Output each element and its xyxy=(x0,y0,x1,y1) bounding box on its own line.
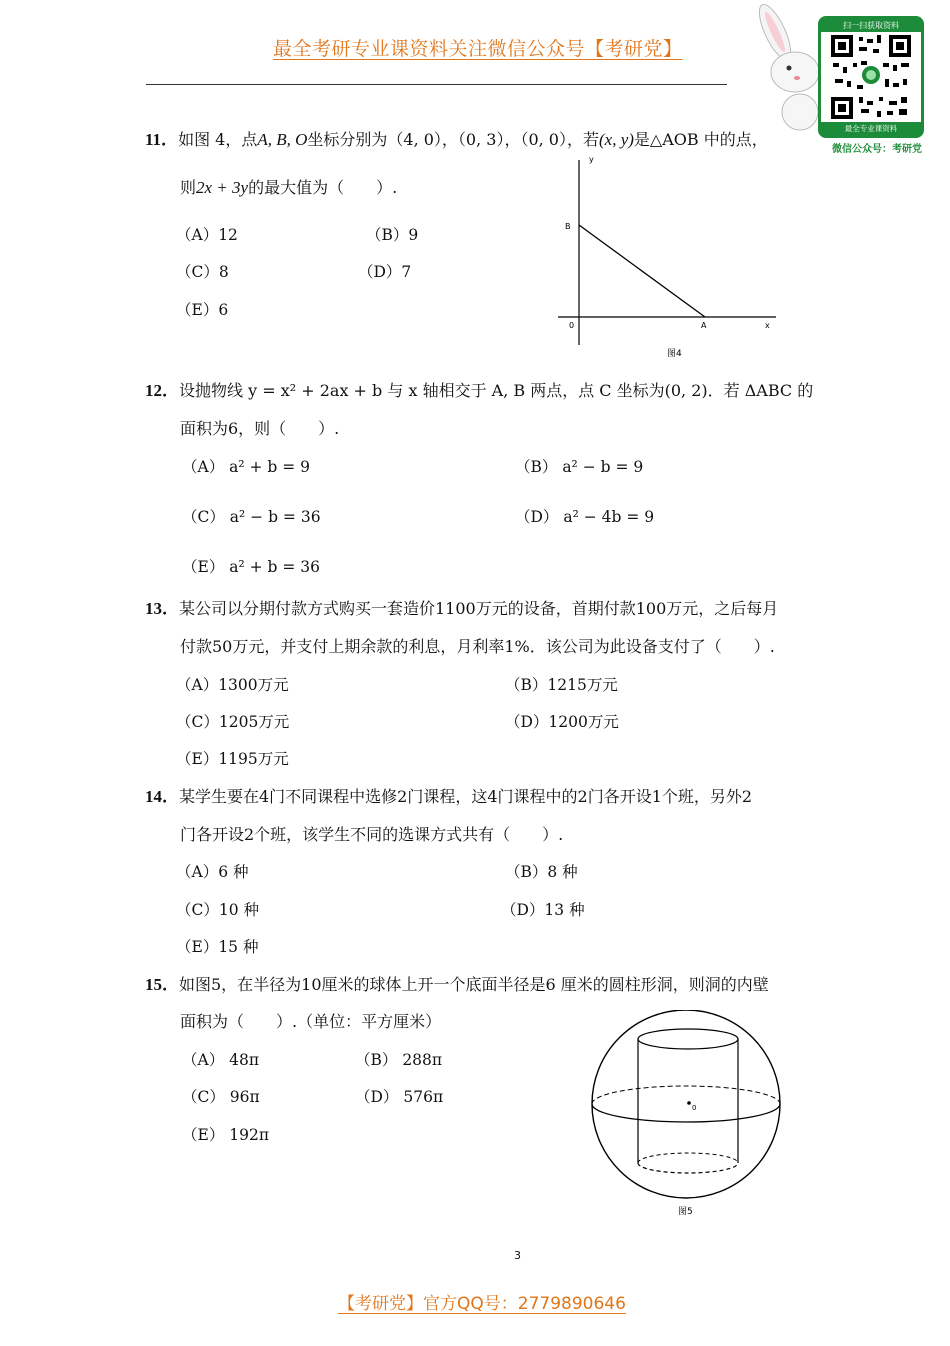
fig4-b-label: B xyxy=(565,222,571,231)
header-rule xyxy=(146,84,727,85)
q15-option-c: （C） 96π xyxy=(182,1088,260,1106)
q13-line1: 13．某公司以分期付款方式购买一套造价1100万元的设备，首期付款100万元，之后每月 xyxy=(145,599,779,618)
q15-option-e: （E） 192π xyxy=(182,1126,270,1144)
q11-option-b: （B）9 xyxy=(366,226,419,244)
footer-text: 【考研党】官方QQ号：2779890646 xyxy=(338,1294,626,1314)
fig5-center-dot xyxy=(687,1101,691,1105)
fig5-equator-front xyxy=(592,1104,780,1122)
qr-caption: 微信公众号：考研党 xyxy=(832,144,922,155)
q14-option-a: （A）6 种 xyxy=(176,863,249,881)
figure4-triangle xyxy=(552,150,782,365)
q13-option-b: （B）1215万元 xyxy=(505,676,618,694)
q13-option-d: （D）1200万元 xyxy=(505,713,619,731)
q14-number: 14． xyxy=(145,787,179,806)
fig5-equator-back xyxy=(592,1086,780,1104)
q15-line1: 15．如图5，在半径为10厘米的球体上开一个底面半径是6 厘米的圆柱形洞，则洞的内壁 xyxy=(145,975,769,994)
qr-bottom-label: 最全专业课资料 xyxy=(821,122,921,135)
q14-line1: 14．某学生要在4门不同课程中选修2门课程，这4门课程中的2门各开设1个班，另外2 xyxy=(145,787,753,806)
q13-option-c: （C）1205万元 xyxy=(176,713,290,731)
fig4-a-label: A xyxy=(701,321,707,330)
q11-option-a: （A）12 xyxy=(176,226,238,244)
figure5-sphere-cylinder xyxy=(588,1010,788,1220)
fig4-x-label: x xyxy=(765,321,770,330)
q12-number: 12． xyxy=(145,381,179,400)
q13-line2: 付款50万元，并支付上期余款的利息，月利率1%．该公司为此设备支付了（ ）. xyxy=(180,637,775,656)
fig5-cylinder-bottom-front xyxy=(638,1163,738,1173)
q14-option-d: （D）13 种 xyxy=(501,901,585,919)
rabbit-mascot-icon xyxy=(745,2,825,132)
fig5-cylinder-bottom-back xyxy=(638,1153,738,1163)
page-number: 3 xyxy=(514,1249,521,1262)
fig5-sphere xyxy=(592,1010,780,1198)
q14-line2: 门各开设2个班，该学生不同的选课方式共有（ ）. xyxy=(180,825,564,844)
q11-line1: 11．如图 4，点A, B, O坐标分别为（4, 0），（0, 3），（0, 0），若(x, y)是△AOB 中的点， xyxy=(145,130,768,149)
q15-option-d: （D） 576π xyxy=(355,1088,444,1106)
q12-line1: 12．设抛物线 y = x² + 2ax + b 与 x 轴相交于 A, B 两点，点 C 坐标为(0, 2)．若 ΔABC 的 xyxy=(145,381,814,400)
header-title: 最全考研专业课资料关注微信公众号【考研党】 xyxy=(273,38,683,60)
q11-line2: 则2x + 3y的最大值为（ ）. xyxy=(180,178,398,197)
fig4-o-label: 0 xyxy=(569,321,575,330)
q12-option-e: （E） a² + b = 36 xyxy=(182,558,321,576)
qr-code-panel xyxy=(818,16,924,138)
q12-line2: 面积为6，则（ ）. xyxy=(180,419,340,438)
q14-option-e: （E）15 种 xyxy=(176,938,259,956)
fig4-caption: 图4 xyxy=(667,349,682,359)
qr-top-label: 扫一扫获取资料 xyxy=(821,19,921,32)
q14-option-c: （C）10 种 xyxy=(176,901,260,919)
fig4-y-label: y xyxy=(589,155,594,164)
q13-option-a: （A）1300万元 xyxy=(176,676,289,694)
fig5-caption: 图5 xyxy=(678,1207,693,1217)
q11-option-c: （C）8 xyxy=(176,263,229,281)
q13-option-e: （E）1195万元 xyxy=(176,750,289,768)
q12-option-c: （C） a² − b = 36 xyxy=(182,508,321,526)
q12-option-a: （A） a² + b = 9 xyxy=(182,458,311,476)
q15-option-a: （A） 48π xyxy=(182,1051,260,1069)
q14-option-b: （B）8 种 xyxy=(505,863,578,881)
q11-number: 11． xyxy=(145,130,179,149)
q12-option-d: （D） a² − 4b = 9 xyxy=(515,508,655,526)
fig5-center-label: 0 xyxy=(692,1104,697,1112)
q15-number: 15． xyxy=(145,975,179,994)
fig5-cylinder-top xyxy=(638,1029,738,1049)
q11-option-e: （E）6 xyxy=(176,301,229,319)
q12-option-b: （B） a² − b = 9 xyxy=(515,458,644,476)
q15-option-b: （B） 288π xyxy=(355,1051,443,1069)
q15-line2: 面积为（ ）.（单位：平方厘米） xyxy=(180,1012,442,1031)
q11-option-d: （D）7 xyxy=(358,263,412,281)
q13-number: 13． xyxy=(145,599,179,618)
fig4-hypotenuse xyxy=(579,225,705,317)
qr-code-icon xyxy=(831,35,911,119)
